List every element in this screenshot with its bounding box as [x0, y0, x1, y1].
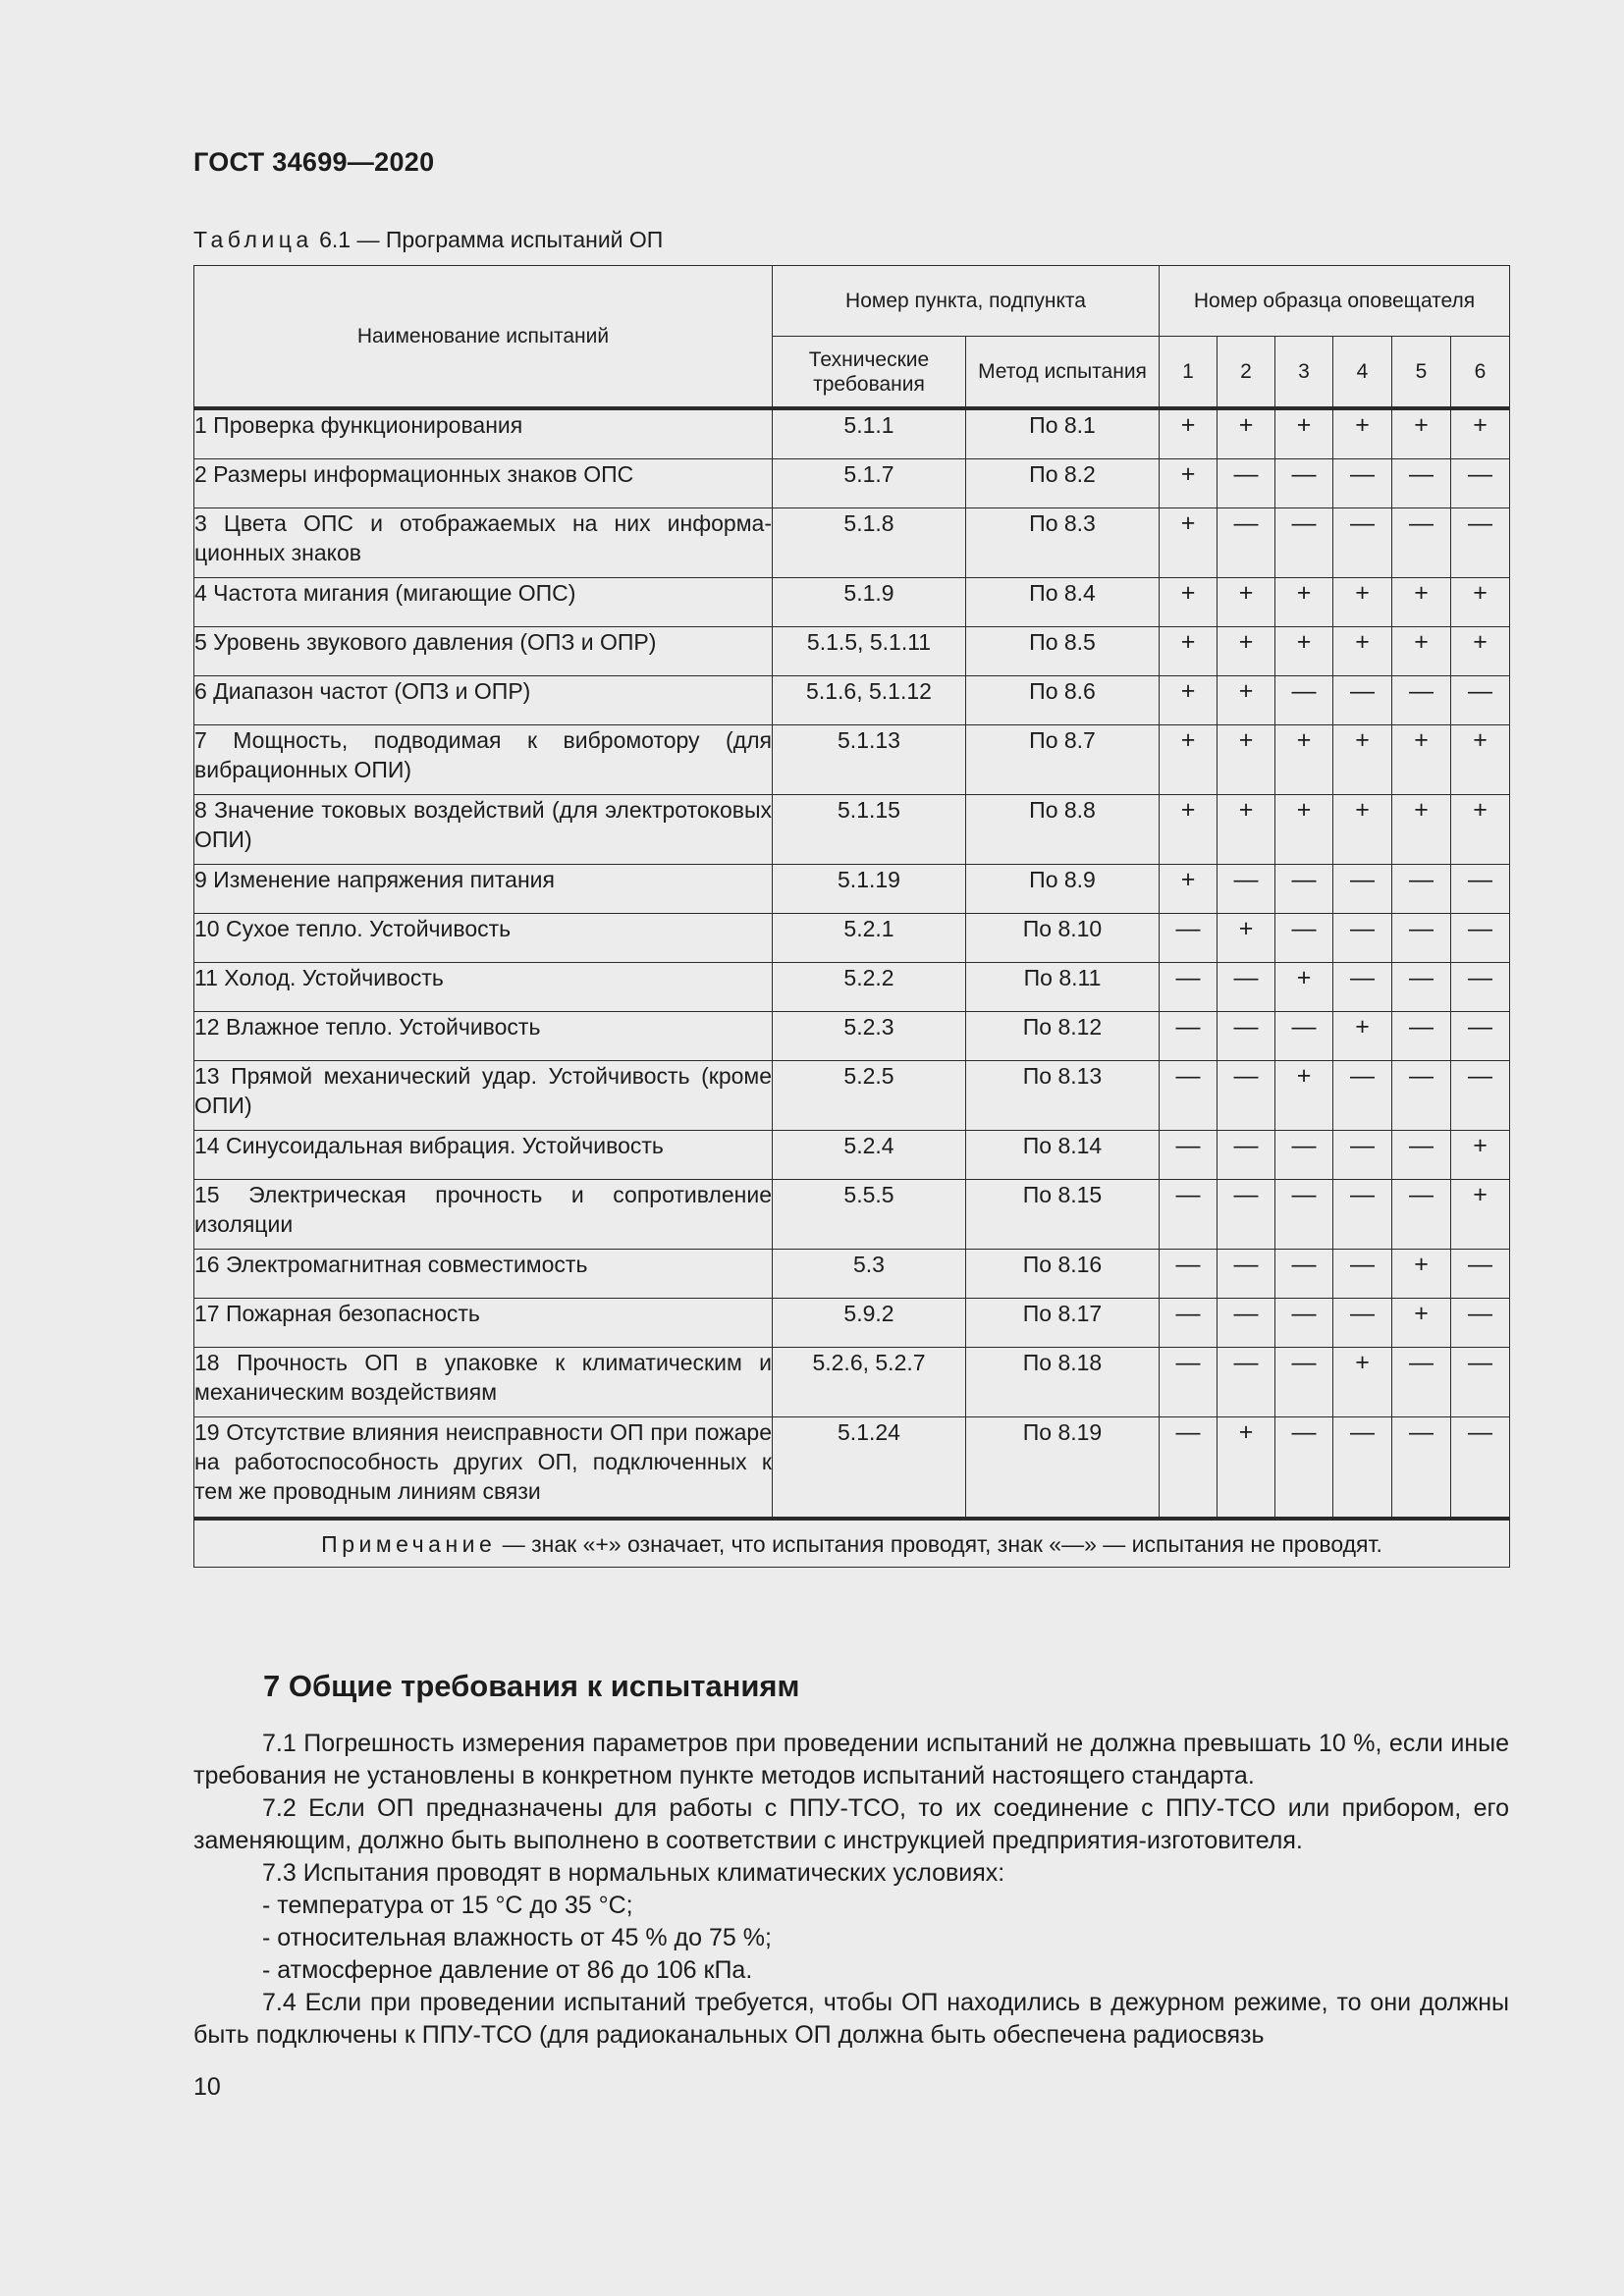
sample-mark-cell: —	[1160, 1131, 1218, 1180]
list-item-temperature: - температура от 15 °С до 35 °С;	[262, 1892, 633, 1919]
test-method-cell: По 8.14	[966, 1131, 1160, 1180]
table-row	[194, 795, 1510, 865]
sample-mark-cell: +	[1451, 725, 1510, 795]
sample-mark-cell: —	[1275, 1417, 1333, 1520]
sample-mark-cell: —	[1451, 1417, 1510, 1520]
column-header-sample-4: 4	[1333, 337, 1392, 409]
sample-mark-cell: —	[1275, 1131, 1333, 1180]
sample-mark-cell: —	[1160, 1061, 1218, 1131]
sample-mark-cell: +	[1160, 795, 1218, 865]
sample-mark-cell: +	[1218, 725, 1275, 795]
sample-mark-cell: —	[1333, 963, 1392, 1012]
test-name-cell: 6 Диапазон частот (ОПЗ и ОПР)	[194, 676, 773, 725]
sample-mark-cell: +	[1392, 578, 1451, 627]
table-note-label: Примечание	[321, 1530, 497, 1557]
sample-mark-cell: +	[1333, 1012, 1392, 1061]
tech-requirement-cell: 5.1.7	[773, 459, 966, 508]
sample-mark-cell: +	[1333, 627, 1392, 676]
sample-mark-cell: +	[1451, 1131, 1510, 1180]
paragraph-7-2: 7.2 Если ОП предназначены для работы с ППУ-ТСО, то их соединение с ППУ-ТСО или прибором, его заменяющим, должно быть выполнено в соответствии с инструкцией предприятия-изготовителя.	[193, 1794, 1509, 1854]
sample-mark-cell: —	[1451, 1012, 1510, 1061]
sample-mark-cell: —	[1218, 1012, 1275, 1061]
page-number: 10	[193, 2073, 221, 2101]
sample-mark-cell: +	[1333, 408, 1392, 459]
table-row	[194, 914, 1510, 963]
sample-mark-cell: +	[1218, 676, 1275, 725]
sample-mark-cell: —	[1392, 1061, 1451, 1131]
sample-mark-cell: —	[1333, 1061, 1392, 1131]
test-name-cell: 19 Отсутствие влияния неисправности ОП при пожаре на работоспособность других ОП, подключенных к тем же проводным линиям связи	[194, 1417, 773, 1520]
table-caption-title: 6.1 — Программа испытаний ОП	[312, 227, 664, 252]
sample-mark-cell: +	[1218, 914, 1275, 963]
sample-mark-cell: —	[1451, 459, 1510, 508]
table-row	[194, 1131, 1510, 1180]
sample-mark-cell: —	[1333, 459, 1392, 508]
sample-mark-cell: —	[1392, 1417, 1451, 1520]
sample-mark-cell: —	[1218, 1131, 1275, 1180]
sample-mark-cell: —	[1160, 914, 1218, 963]
sample-mark-cell: —	[1275, 914, 1333, 963]
test-name-cell: 16 Электромагнитная совместимость	[194, 1250, 773, 1299]
test-name-cell: 1 Проверка функционирования	[194, 408, 773, 459]
sample-mark-cell: +	[1160, 459, 1218, 508]
sample-mark-cell: —	[1275, 1250, 1333, 1299]
sample-mark-cell: —	[1275, 508, 1333, 578]
sample-mark-cell: —	[1333, 676, 1392, 725]
sample-mark-cell: —	[1160, 1180, 1218, 1250]
table-row	[194, 865, 1510, 914]
sample-mark-cell: —	[1275, 1348, 1333, 1417]
sample-mark-cell: —	[1333, 914, 1392, 963]
sample-mark-cell: —	[1451, 1061, 1510, 1131]
sample-mark-cell: —	[1160, 1012, 1218, 1061]
sample-mark-cell: +	[1451, 408, 1510, 459]
sample-mark-cell: —	[1218, 1348, 1275, 1417]
sample-mark-cell: +	[1333, 578, 1392, 627]
test-name-cell: 12 Влажное тепло. Устойчивость	[194, 1012, 773, 1061]
test-name-cell: 15 Электрическая прочность и сопротивление изоляции	[194, 1180, 773, 1250]
sample-mark-cell: —	[1333, 865, 1392, 914]
sample-mark-cell: +	[1451, 795, 1510, 865]
table-row	[194, 1299, 1510, 1348]
sample-mark-cell: +	[1392, 725, 1451, 795]
tech-requirement-cell: 5.1.6, 5.1.12	[773, 676, 966, 725]
tech-requirement-cell: 5.1.15	[773, 795, 966, 865]
table-row	[194, 1012, 1510, 1061]
sample-mark-cell: —	[1333, 508, 1392, 578]
sample-mark-cell: +	[1392, 1299, 1451, 1348]
sample-mark-cell: +	[1160, 725, 1218, 795]
table-caption-word: Таблица	[193, 227, 313, 252]
sample-mark-cell: +	[1160, 578, 1218, 627]
table-row	[194, 725, 1510, 795]
sample-mark-cell: —	[1392, 508, 1451, 578]
sample-mark-cell: —	[1275, 1012, 1333, 1061]
table-row	[194, 627, 1510, 676]
sample-mark-cell: —	[1275, 865, 1333, 914]
column-header-sample-1: 1	[1160, 337, 1218, 409]
tech-requirement-cell: 5.2.1	[773, 914, 966, 963]
test-name-cell: 13 Прямой механический удар. Устойчивость (кроме ОПИ)	[194, 1061, 773, 1131]
sample-mark-cell: +	[1392, 1250, 1451, 1299]
test-name-cell: 10 Сухое тепло. Устойчивость	[194, 914, 773, 963]
sample-mark-cell: —	[1218, 1180, 1275, 1250]
sample-mark-cell: —	[1218, 1250, 1275, 1299]
sample-mark-cell: —	[1333, 1299, 1392, 1348]
sample-mark-cell: —	[1218, 865, 1275, 914]
sample-mark-cell: —	[1392, 676, 1451, 725]
sample-mark-cell: —	[1392, 1131, 1451, 1180]
table-body	[194, 408, 1510, 1568]
test-method-cell: По 8.17	[966, 1299, 1160, 1348]
column-header-sample-5: 5	[1392, 337, 1451, 409]
table-row	[194, 1250, 1510, 1299]
sample-mark-cell: —	[1333, 1180, 1392, 1250]
tech-requirement-cell: 5.1.1	[773, 408, 966, 459]
table-caption	[193, 227, 663, 253]
column-header-sample-number: Номер образца оповещателя	[1160, 266, 1510, 337]
sample-mark-cell: +	[1275, 795, 1333, 865]
test-method-cell: По 8.9	[966, 865, 1160, 914]
sample-mark-cell: +	[1451, 627, 1510, 676]
sample-mark-cell: —	[1451, 914, 1510, 963]
table-row	[194, 459, 1510, 508]
sample-mark-cell: —	[1392, 865, 1451, 914]
test-method-cell: По 8.8	[966, 795, 1160, 865]
tech-requirement-cell: 5.3	[773, 1250, 966, 1299]
sample-mark-cell: —	[1275, 676, 1333, 725]
sample-mark-cell: —	[1160, 1299, 1218, 1348]
sample-mark-cell: +	[1160, 676, 1218, 725]
sample-mark-cell: —	[1392, 914, 1451, 963]
sample-mark-cell: —	[1392, 1348, 1451, 1417]
test-name-cell: 18 Прочность ОП в упаковке к климатическим и механическим воздействиям	[194, 1348, 773, 1417]
test-name-cell: 4 Частота мигания (мигающие ОПС)	[194, 578, 773, 627]
test-method-cell: По 8.7	[966, 725, 1160, 795]
test-method-cell: По 8.2	[966, 459, 1160, 508]
column-header-clause-number: Номер пункта, подпункта	[773, 266, 1160, 337]
sample-mark-cell: +	[1275, 725, 1333, 795]
tech-requirement-cell: 5.1.19	[773, 865, 966, 914]
tech-requirement-cell: 5.1.5, 5.1.11	[773, 627, 966, 676]
sample-mark-cell: +	[1218, 578, 1275, 627]
sample-mark-cell: +	[1451, 1180, 1510, 1250]
table-note-text: — знак «+» означает, что испытания проводят, знак «—» — испытания не проводят.	[496, 1530, 1382, 1557]
sample-mark-cell: +	[1275, 963, 1333, 1012]
column-header-sample-2: 2	[1218, 337, 1275, 409]
tech-requirement-cell: 5.2.4	[773, 1131, 966, 1180]
test-method-cell: По 8.16	[966, 1250, 1160, 1299]
sample-mark-cell: —	[1218, 963, 1275, 1012]
sample-mark-cell: —	[1160, 1348, 1218, 1417]
test-name-cell: 17 Пожарная безопасность	[194, 1299, 773, 1348]
tech-requirement-cell: 5.2.5	[773, 1061, 966, 1131]
test-name-cell: 2 Размеры информационных знаков ОПС	[194, 459, 773, 508]
sample-mark-cell: —	[1333, 1250, 1392, 1299]
document-header: ГОСТ 34699—2020	[193, 147, 435, 177]
table-note	[194, 1519, 1510, 1568]
test-method-cell: По 8.12	[966, 1012, 1160, 1061]
sample-mark-cell: —	[1160, 963, 1218, 1012]
sample-mark-cell: —	[1451, 1250, 1510, 1299]
column-header-test-method: Метод испытания	[966, 337, 1160, 409]
sample-mark-cell: +	[1392, 627, 1451, 676]
section-7-title: 7 Общие требования к испытаниям	[263, 1669, 800, 1703]
sample-mark-cell: +	[1333, 1348, 1392, 1417]
paragraph-7-4: 7.4 Если при проведении испытаний требуется, чтобы ОП находились в дежурном режиме, то они должны быть подключены к ППУ-ТСО (для радиоканальных ОП должна быть обеспечена радиосвязь	[193, 1989, 1509, 2049]
sample-mark-cell: +	[1218, 408, 1275, 459]
tech-requirement-cell: 5.1.9	[773, 578, 966, 627]
tech-requirement-cell: 5.2.6, 5.2.7	[773, 1348, 966, 1417]
test-method-cell: По 8.19	[966, 1417, 1160, 1520]
sample-mark-cell: —	[1451, 1299, 1510, 1348]
sample-mark-cell: +	[1275, 627, 1333, 676]
sample-mark-cell: —	[1451, 1348, 1510, 1417]
section-7-body	[193, 1728, 1509, 2052]
sample-mark-cell: —	[1275, 1180, 1333, 1250]
sample-mark-cell: —	[1218, 508, 1275, 578]
table-row	[194, 1180, 1510, 1250]
sample-mark-cell: +	[1218, 795, 1275, 865]
sample-mark-cell: —	[1333, 1131, 1392, 1180]
tech-requirement-cell: 5.5.5	[773, 1180, 966, 1250]
sample-mark-cell: —	[1160, 1417, 1218, 1520]
test-method-cell: По 8.1	[966, 408, 1160, 459]
sample-mark-cell: +	[1275, 578, 1333, 627]
sample-mark-cell: —	[1451, 963, 1510, 1012]
paragraph-7-3: 7.3 Испытания проводят в нормальных климатических условиях:	[262, 1859, 1005, 1887]
table-row	[194, 1061, 1510, 1131]
test-name-cell: 3 Цвета ОПС и отображаемых на них информационных знаков	[194, 508, 773, 578]
sample-mark-cell: +	[1275, 1061, 1333, 1131]
sample-mark-cell: +	[1218, 627, 1275, 676]
test-method-cell: По 8.13	[966, 1061, 1160, 1131]
sample-mark-cell: —	[1451, 676, 1510, 725]
test-name-cell: 5 Уровень звукового давления (ОПЗ и ОПР)	[194, 627, 773, 676]
sample-mark-cell: +	[1333, 725, 1392, 795]
column-header-test-name: Наименование испытаний	[194, 266, 773, 409]
test-method-cell: По 8.18	[966, 1348, 1160, 1417]
table-row	[194, 963, 1510, 1012]
table-row	[194, 508, 1510, 578]
sample-mark-cell: +	[1160, 408, 1218, 459]
list-item-pressure: - атмосферное давление от 86 до 106 кПа.	[262, 1956, 753, 1984]
column-header-tech-requirements: Технические требования	[773, 337, 966, 409]
sample-mark-cell: +	[1160, 627, 1218, 676]
sample-mark-cell: +	[1392, 408, 1451, 459]
tech-requirement-cell: 5.2.2	[773, 963, 966, 1012]
table-row	[194, 408, 1510, 459]
table-row	[194, 1417, 1510, 1520]
sample-mark-cell: —	[1218, 1299, 1275, 1348]
paragraph-7-1: 7.1 Погрешность измерения параметров при проведении испытаний не должна превышать 10 %, если иные требования не установлены в конкретном пункте методов испытаний настоящего стандарта.	[193, 1730, 1509, 1789]
sample-mark-cell: —	[1392, 459, 1451, 508]
list-item-humidity: - относительная влажность от 45 % до 75 %;	[262, 1924, 772, 1951]
test-name-cell: 14 Синусоидальная вибрация. Устойчивость	[194, 1131, 773, 1180]
tech-requirement-cell: 5.1.8	[773, 508, 966, 578]
table-note-row	[194, 1519, 1510, 1568]
sample-mark-cell: +	[1451, 578, 1510, 627]
sample-mark-cell: —	[1451, 508, 1510, 578]
sample-mark-cell: —	[1275, 1299, 1333, 1348]
test-name-cell: 9 Изменение напряжения питания	[194, 865, 773, 914]
sample-mark-cell: +	[1275, 408, 1333, 459]
test-method-cell: По 8.5	[966, 627, 1160, 676]
test-program-table	[193, 265, 1510, 1568]
tech-requirement-cell: 5.1.13	[773, 725, 966, 795]
test-method-cell: По 8.3	[966, 508, 1160, 578]
table-row	[194, 578, 1510, 627]
column-header-sample-3: 3	[1275, 337, 1333, 409]
test-name-cell: 7 Мощность, подводимая к вибромотору (для вибрационных ОПИ)	[194, 725, 773, 795]
test-method-cell: По 8.4	[966, 578, 1160, 627]
test-method-cell: По 8.11	[966, 963, 1160, 1012]
table-row	[194, 1348, 1510, 1417]
sample-mark-cell: —	[1451, 865, 1510, 914]
tech-requirement-cell: 5.9.2	[773, 1299, 966, 1348]
sample-mark-cell: —	[1392, 1180, 1451, 1250]
sample-mark-cell: —	[1275, 459, 1333, 508]
test-method-cell: По 8.6	[966, 676, 1160, 725]
sample-mark-cell: —	[1392, 963, 1451, 1012]
sample-mark-cell: —	[1218, 459, 1275, 508]
sample-mark-cell: —	[1333, 1417, 1392, 1520]
sample-mark-cell: —	[1218, 1061, 1275, 1131]
sample-mark-cell: +	[1392, 795, 1451, 865]
table-row	[194, 676, 1510, 725]
tech-requirement-cell: 5.2.3	[773, 1012, 966, 1061]
test-name-cell: 11 Холод. Устойчивость	[194, 963, 773, 1012]
sample-mark-cell: +	[1333, 795, 1392, 865]
test-method-cell: По 8.10	[966, 914, 1160, 963]
sample-mark-cell: +	[1218, 1417, 1275, 1520]
sample-mark-cell: —	[1160, 1250, 1218, 1299]
sample-mark-cell: +	[1160, 865, 1218, 914]
sample-mark-cell: +	[1160, 508, 1218, 578]
test-method-cell: По 8.15	[966, 1180, 1160, 1250]
test-name-cell: 8 Значение токовых воздействий (для электротоковых ОПИ)	[194, 795, 773, 865]
tech-requirement-cell: 5.1.24	[773, 1417, 966, 1520]
sample-mark-cell: —	[1392, 1012, 1451, 1061]
column-header-sample-6: 6	[1451, 337, 1510, 409]
